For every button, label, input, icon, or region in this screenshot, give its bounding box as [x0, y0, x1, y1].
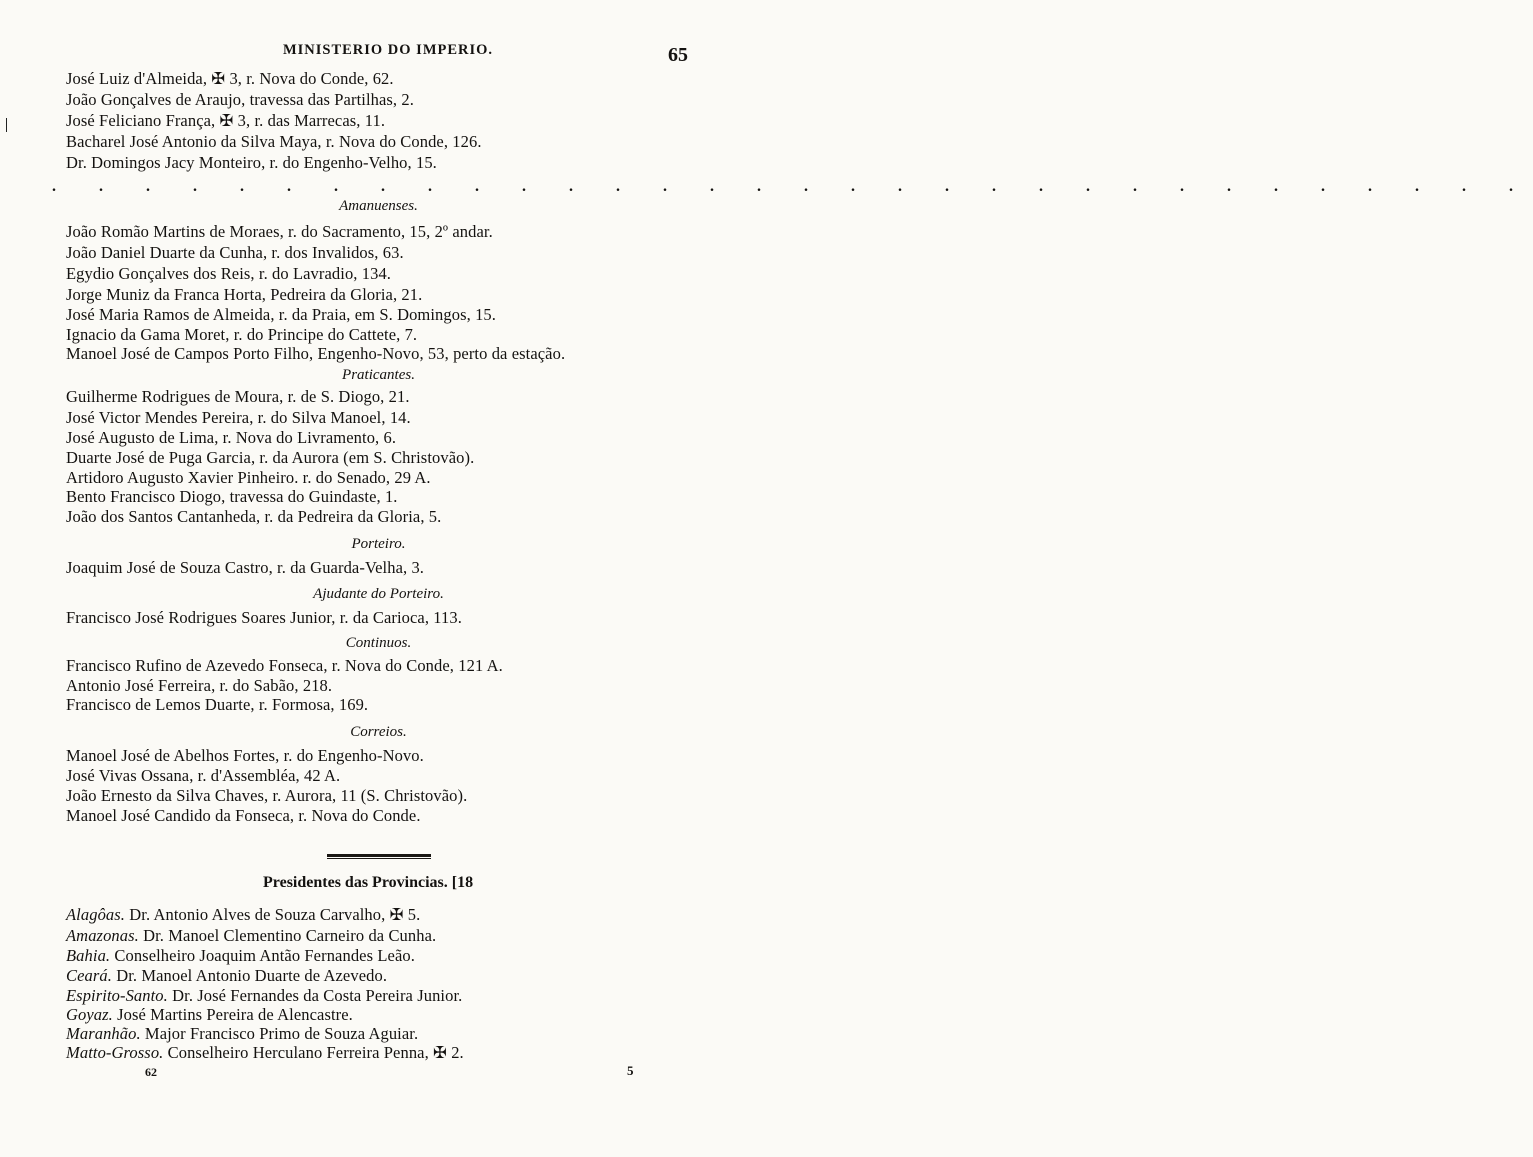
- list-item: João Gonçalves de Araujo, travessa das Partilhas, 2.: [66, 90, 414, 109]
- list-item: Antonio José Ferreira, r. do Sabão, 218.: [66, 676, 333, 695]
- list-item: José Victor Mendes Pereira, r. do Silva Manoel, 14.: [66, 408, 411, 427]
- list-item: João Ernesto da Silva Chaves, r. Aurora, 11 (S. Christovão).: [66, 786, 468, 805]
- list-item: Ignacio da Gama Moret, r. do Principe do Cattete, 7.: [66, 325, 418, 344]
- list-item: [66, 905, 420, 924]
- list-item: Francisco José Rodrigues Soares Junior, r. da Carioca, 113.: [66, 608, 462, 627]
- list-item: [66, 1024, 418, 1043]
- list-item: [66, 946, 415, 965]
- province-name: Matto-Grosso.: [66, 1043, 164, 1062]
- list-item: [66, 926, 436, 945]
- province-name: Ceará.: [66, 966, 112, 985]
- list-item: João Romão Martins de Moraes, r. do Sacramento, 15, 2º andar.: [66, 222, 493, 241]
- section-heading: Continuos.: [345, 635, 412, 651]
- section-heading: Correios.: [350, 724, 407, 740]
- list-item: [66, 1005, 353, 1024]
- president-name: Major Francisco Primo de Souza Aguiar.: [140, 1024, 419, 1043]
- running-head: MINISTERIO DO IMPERIO.: [282, 42, 494, 58]
- province-name: Bahia.: [66, 946, 111, 965]
- list-item: João dos Santos Cantanheda, r. da Pedreira da Gloria, 5.: [66, 507, 442, 526]
- section-heading: Amanuenses.: [339, 198, 418, 214]
- list-item: Bacharel José Antonio da Silva Maya, r. Nova do Conde, 126.: [66, 132, 482, 151]
- list-item: José Vivas Ossana, r. d'Assembléa, 42 A.: [66, 766, 341, 785]
- section-heading: Porteiro.: [351, 536, 406, 552]
- list-item: Dr. Domingos Jacy Monteiro, r. do Engenho-Velho, 15.: [66, 153, 437, 172]
- list-item: Duarte José de Puga Garcia, r. da Aurora (em S. Christovão).: [66, 448, 475, 467]
- province-name: Alagôas.: [66, 905, 126, 924]
- president-name: Conselheiro Joaquim Antão Fernandes Leão.: [110, 946, 415, 965]
- list-item: Manoel José Candido da Fonseca, r. Nova do Conde.: [66, 806, 421, 825]
- president-name: Dr. Antonio Alves de Souza Carvalho, ✠ 5.: [125, 905, 421, 924]
- list-item: Manoel José de Campos Porto Filho, Engenho-Novo, 53, perto da estação.: [66, 344, 566, 363]
- divider-rule-thin: [327, 858, 431, 859]
- list-item: João Daniel Duarte da Cunha, r. dos Invalidos, 63.: [66, 243, 404, 262]
- list-item: [66, 966, 387, 985]
- list-item: Guilherme Rodrigues de Moura, r. de S. Diogo, 21.: [66, 387, 410, 406]
- margin-mark: [6, 118, 7, 132]
- list-item: Egydio Gonçalves dos Reis, r. do Lavradio, 134.: [66, 264, 392, 283]
- list-item: Manoel José de Abelhos Fortes, r. do Engenho-Novo.: [66, 746, 424, 765]
- signature-mark: 62: [145, 1065, 157, 1079]
- list-item: Joaquim José de Souza Castro, r. da Guarda-Velha, 3.: [66, 558, 425, 577]
- list-item: [66, 1043, 464, 1062]
- province-name: Espirito-Santo.: [66, 986, 168, 1005]
- list-item: José Maria Ramos de Almeida, r. da Praia, em S. Domingos, 15.: [66, 305, 496, 324]
- separator-dots: . . . . . . . . . . . . . . . . . . . . . . . . . . . . . . . .: [52, 178, 1533, 195]
- section-title: Presidentes das Provincias. [18: [263, 874, 474, 891]
- president-name: Dr. José Fernandes da Costa Pereira Junior.: [167, 986, 463, 1005]
- list-item: Bento Francisco Diogo, travessa do Guindaste, 1.: [66, 487, 398, 506]
- list-item: Artidoro Augusto Xavier Pinheiro. r. do Senado, 29 A.: [66, 468, 431, 487]
- province-name: Goyaz.: [66, 1005, 113, 1024]
- footer-number: 5: [627, 1063, 634, 1078]
- section-heading: Praticantes.: [342, 367, 415, 383]
- province-name: Amazonas.: [66, 926, 139, 945]
- list-item: José Augusto de Lima, r. Nova do Livramento, 6.: [66, 428, 397, 447]
- section-heading: Ajudante do Porteiro.: [313, 586, 444, 602]
- president-name: José Martins Pereira de Alencastre.: [112, 1005, 353, 1024]
- list-item: Francisco Rufino de Azevedo Fonseca, r. Nova do Conde, 121 A.: [66, 656, 503, 675]
- president-name: Dr. Manoel Clementino Carneiro da Cunha.: [138, 926, 437, 945]
- page-number: 65: [668, 44, 688, 66]
- list-item: Jorge Muniz da Franca Horta, Pedreira da Gloria, 21.: [66, 285, 423, 304]
- president-name: Dr. Manoel Antonio Duarte de Azevedo.: [111, 966, 388, 985]
- province-name: Maranhão.: [66, 1024, 141, 1043]
- list-item: José Feliciano França, ✠ 3, r. das Marrecas, 11.: [66, 111, 386, 130]
- list-item: Francisco de Lemos Duarte, r. Formosa, 169.: [66, 695, 369, 714]
- list-item: [66, 986, 462, 1005]
- list-item: José Luiz d'Almeida, ✠ 3, r. Nova do Conde, 62.: [66, 69, 394, 88]
- divider-rule: [327, 854, 431, 857]
- president-name: Conselheiro Herculano Ferreira Penna, ✠ 2.: [163, 1043, 464, 1062]
